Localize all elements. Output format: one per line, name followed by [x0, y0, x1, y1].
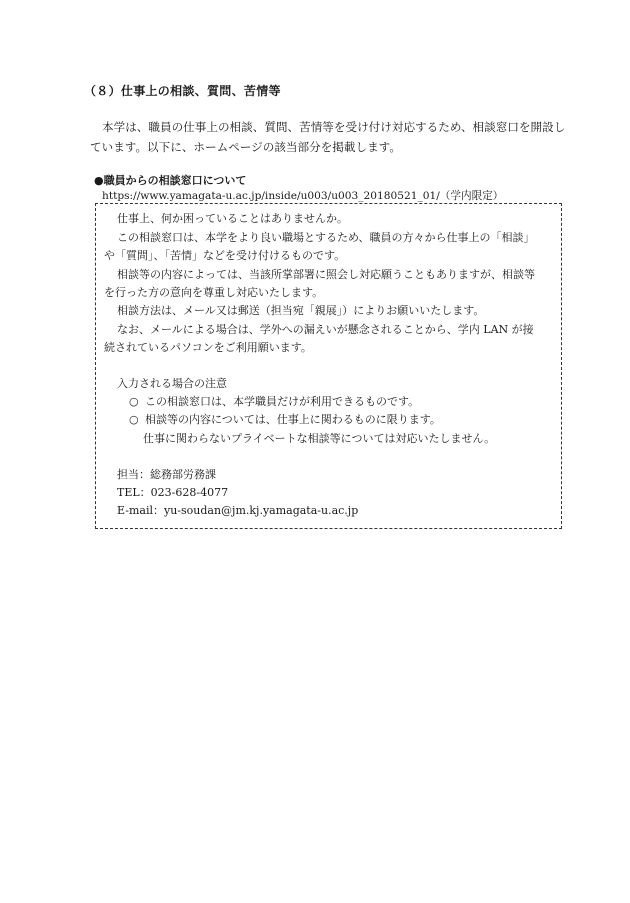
notice-text: 相談等の内容については、仕事上に関わるものに限ります。: [145, 413, 441, 426]
bullet-icon: ●: [94, 174, 104, 187]
body-line: 相談等の内容によっては、当該所掌部署に照会し対応願うこともありますが、相談等: [117, 268, 535, 281]
intro-line: 本学は、職員の仕事上の相談、質問、苦情等を受け付け対応するため、相談窓口を開設し: [102, 120, 566, 134]
notice-item: [129, 395, 419, 409]
consultation-heading-text: 職員からの相談窓口について: [103, 174, 247, 187]
contact-person: 担当：総務部労務課: [117, 468, 216, 481]
intro-line: ています。以下に、ホームページの該当部分を掲載します。: [90, 140, 401, 154]
consultation-box: [95, 203, 562, 529]
intro-paragraph: [90, 117, 580, 157]
body-line: 仕事上、何か困っていることはありませんか。: [117, 212, 348, 225]
body-line: この相談窓口は、本学をより良い職場とするため、職員の方々から仕事上の「相談」: [117, 231, 535, 244]
body-line: や「質問」、「苦情」などを受け付けるものです。: [104, 249, 346, 262]
body-line: を行った方の意向を尊重し対応いたします。: [104, 286, 324, 299]
body-line: 相談方法は、メール又は郵送（担当宛「親展」）によりお願いいたします。: [117, 304, 485, 317]
body-line: なお、メールによる場合は、学外への漏えいが懸念されることから、学内 LAN が接: [117, 323, 534, 336]
notice-title: 入力される場合の注意: [117, 377, 227, 390]
contact-email[interactable]: E-mail：yu-soudan@jm.kj.yamagata-u.ac.jp: [117, 504, 359, 517]
contact-tel: TEL：023-628-4077: [117, 486, 229, 499]
consultation-heading: [94, 172, 246, 188]
consultation-url[interactable]: https://www.yamagata-u.ac.jp/inside/u003/u003_20180521_01/（学内限定）: [102, 190, 504, 202]
notice-item: [129, 413, 441, 427]
notice-continuation: 仕事に関わらないプライベートな相談等については対応いたしません。: [143, 432, 496, 445]
circle-bullet-icon: ○: [129, 395, 139, 408]
notice-text: この相談窓口は、本学職員だけが利用できるものです。: [145, 395, 420, 408]
circle-bullet-icon: ○: [129, 413, 139, 426]
section-heading: （８）仕事上の相談、質問、苦情等: [84, 84, 281, 98]
body-line: 続されているパソコンをご利用願います。: [104, 341, 312, 354]
